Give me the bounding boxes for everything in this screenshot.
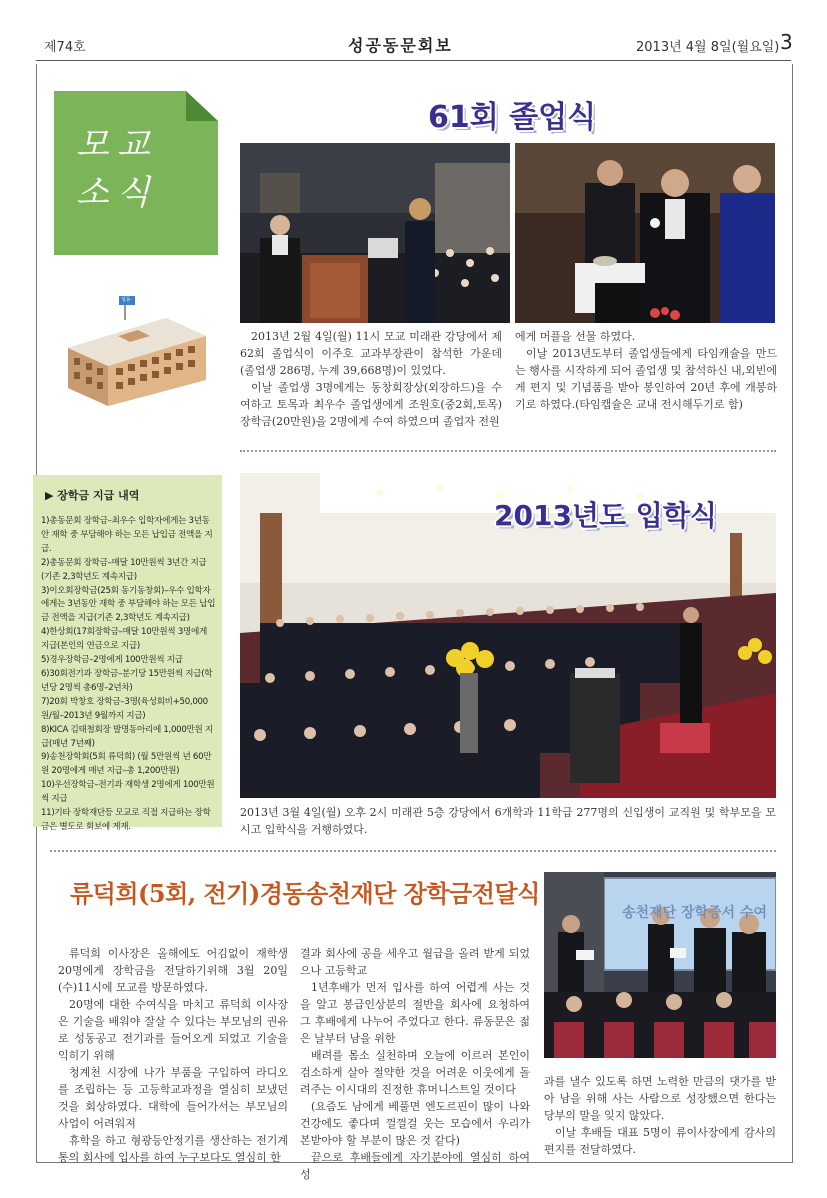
list-item: 7)20회 박창호 장학금–3명(육성회비+50,000원/월–2013년 9월까지 지급) <box>41 696 208 721</box>
paragraph: (요즘도 남에게 베풀면 엔도르핀이 많이 나와 건강에도 좋다며 껄껄걸 웃는 모습에서 우리가 본받아야 할 부분이 많은 것 같다) <box>300 1100 530 1147</box>
entrance-title: 2013년도 입학식 <box>494 499 717 532</box>
paragraph: 과를 낼수 있도록 하면 노력한 만큼의 댓가를 받아 남을 위해 사는 사람으로 성장했으면 한다는 당부의 말을 잊지 않았다. <box>544 1075 776 1122</box>
scholarship-list <box>41 515 216 835</box>
section-badge-label: 모교 소식 <box>76 125 158 213</box>
graduation-photo-2 <box>515 143 775 323</box>
list-item: 8)KICA 김태철회장 발명동아리에 1,000만원 지급(매년 7년째) <box>41 724 213 749</box>
paragraph: 에게 머플을 선물 하였다. <box>515 330 636 343</box>
section-divider <box>240 450 776 452</box>
newspaper-name: 성공동문회보 <box>348 36 453 55</box>
list-item: 2)총동문회 장학금–매달 10만원씩 3년간 지급(기존 2,3학년도 계속지급) <box>41 557 207 582</box>
school-building-illustration <box>66 288 216 408</box>
scholarship-heading: ▶ 장학금 지급 내역 <box>45 489 140 502</box>
paragraph: 이날 2013년도부터 졸업생들에게 타임캐슐을 만드는 행사를 시작하게 되어 졸업생 및 참석하신 내,외빈에게 편지 및 기념품을 받아 봉인하여 20년 후에 개봉하기로 하였다.(타임캡슐은 교내 전시해두기로 함) <box>515 347 777 411</box>
list-item: 11)기타 장학재단등 모교로 직접 지급하는 장학금은 별도로 회보에 게재. <box>41 808 211 832</box>
list-item: 4)한상회(17회장학금–매달 10만원씩 3명에게 지급(본인의 연금으로 지급) <box>41 627 207 652</box>
ryu-ceremony-photo <box>544 872 776 1058</box>
paragraph: 결과 회사에 공을 세우고 월급을 올려 받게 되었으나 고등학교 <box>300 947 530 977</box>
ryu-text-col3 <box>544 1073 776 1158</box>
paragraph: 2013년 2월 4일(월) 11시 모교 미래관 강당에서 제62회 졸업식이 이주호 교과부장관이 참석한 가운데 (졸업생 286명, 누계 39,668명)이 있었다. <box>240 330 502 377</box>
list-item: 6)30회전기과 장학금–분기당 15만원씩 지급(학년당 2명씩 총6명–2년차) <box>41 668 213 693</box>
list-item: 10)우선장학금–전기과 재학생 2명에게 100만원씩 지급 <box>41 780 215 805</box>
header-rule <box>36 60 791 61</box>
graduation-text-col1 <box>240 328 502 430</box>
paragraph: 20명에 대한 수여식을 마치고 류덕희 이사장은 기술을 배워야 잘살 수 있다는 부모님의 권유로 성동공고 전기과를 들어오게 되었고 기술을 익히기 위해 <box>58 998 288 1062</box>
list-item: 3)이오회장학금(25회 동기동창회)–우수 입학자에게는 3년동안 재학 중 부담해야 하는 모든 납입금 전액을 지급(기존 2,3학년도 계속지급) <box>41 585 216 624</box>
list-item: 5)경우장학금–2명에게 100만원씩 지급 <box>41 655 183 666</box>
section-divider <box>50 850 776 852</box>
entrance-caption: 2013년 3월 4일(월) 오후 2시 미래관 5층 강당에서 6개학과 11학급 277명의 신입생이 교직원 및 학부모을 모시고 입학식을 거행하였다. <box>240 806 776 836</box>
ryu-text-col2 <box>300 945 530 1183</box>
list-item: 1)총동문회 장학금–최우수 입학자에게는 3년동안 재학 중 부담해야 하는 모든 납입금 전액을 지급. <box>41 516 213 554</box>
ryu-photo-banner: 송천재단 장학증서 수여 <box>622 905 767 921</box>
paragraph: 이날 후배들 대표 5명이 류이사장에게 감사의 편지를 전달하였다. <box>544 1126 776 1156</box>
ryu-text-col1 <box>58 945 288 1166</box>
page-number: 3 <box>780 30 793 54</box>
paragraph: 청계천 시장에 나가 부품을 구입하여 라디오를 조립하는 등 고등학교과정을 열심히 보냈던 것을 회상하였다. 대학에 들어가서는 부모님의 사업이 어려워져 <box>58 1066 288 1130</box>
scholarship-box <box>33 475 222 832</box>
paragraph: 휴학을 하고 형광등안정기를 생산하는 전기계통의 회사에 입사를 하여 누구보다도 열심히 한 <box>58 1134 288 1164</box>
graduation-title: 61회 졸업식 <box>428 100 597 135</box>
paragraph: 1년후배가 먼저 입사를 하여 어렵게 사는 것을 알고 봉급인상분의 절반을 회사에 요청하여 그 후배에게 나누어 주었다고 한다. 류동문은 젊은 날부터 남을 위한 <box>300 981 530 1045</box>
list-item: 9)송천장학회(5회 류덕희) (월 5만원씩 년 60만원 20명에게 매년 지급–총 1,200만원) <box>41 752 212 777</box>
graduation-photo-1 <box>240 143 510 323</box>
graduation-text-col2 <box>515 328 777 413</box>
building-flag-label: 성동 <box>121 297 131 303</box>
paragraph: 끝으로 후배들에게 자기분야에 열심히 하여 성 <box>300 1151 530 1181</box>
paragraph: 배려를 몸소 실천하며 오늘에 이르러 본인이 검소하게 살아 절약한 것을 어려운 이웃에게 돌려주는 이시대의 진정한 휴머니스트일 것이다 <box>300 1049 530 1096</box>
ryu-article-title: 류덕희(5회, 전기)경동송천재단 장학금전달식 <box>70 879 540 908</box>
issue-number: 제74호 <box>44 40 86 55</box>
paragraph: 이날 졸업생 3명에게는 동창회장상(외장하드)을 수여하고 토목과 최우수 졸업생에게 조원호(중2회,토목) 장학금(20만원)을 2명에게 수여 하였으며 졸업자 전원 <box>240 381 502 428</box>
paragraph: 류덕희 이사장은 올해에도 어김없이 재학생 20명에게 장학금을 전달하기위해 3월 20일(수)11시에 모교를 방문하였다. <box>58 947 288 994</box>
issue-date: 2013년 4월 8일(월요일) <box>636 40 780 55</box>
section-badge <box>54 91 218 255</box>
